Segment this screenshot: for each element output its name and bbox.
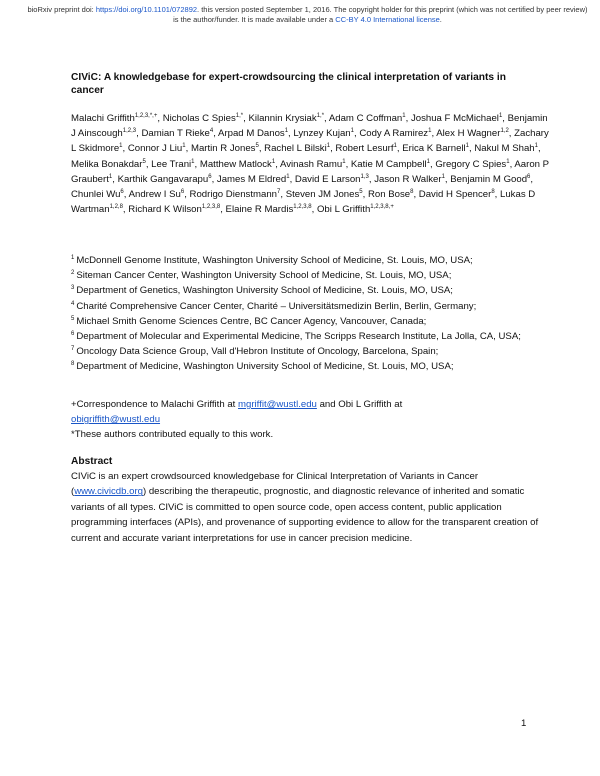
author-name: Elaine R Mardis	[225, 204, 294, 216]
author-name: Alex H Wagner	[436, 128, 501, 140]
author-affiliation-marker: 6	[527, 173, 531, 180]
author-name: Arpad M Danos	[218, 128, 285, 140]
author-name: Melika Bonakdar	[71, 158, 143, 170]
author-name: David H Spencer	[418, 189, 492, 201]
affiliation-text: Department of Molecular and Experimental Medicine, The Scripps Research Institute, La Jolla, CA, USA;	[76, 331, 521, 343]
affiliation-number: 5	[71, 315, 75, 322]
author-name: James M Eldred	[216, 173, 287, 185]
paper-title: CIViC: A knowledgebase for expert-crowdsourcing the clinical interpretation of variants in cancer	[71, 72, 506, 96]
author-affiliation-marker: 7	[277, 189, 281, 196]
author-affiliation-marker: 1,3	[360, 173, 369, 180]
author-affiliation-marker: 6	[120, 189, 124, 196]
author-affiliation-marker: 1	[284, 128, 289, 135]
affiliation-item	[71, 299, 551, 314]
affiliation-item	[71, 253, 551, 268]
equal-contribution-note: *These authors contributed equally to this work.	[71, 429, 274, 441]
license-link[interactable]: CC-BY 4.0 International license	[335, 15, 440, 24]
affiliation-number: 1	[71, 255, 75, 261]
affiliation-item	[71, 329, 551, 344]
affiliation-number: 7	[71, 346, 75, 353]
author-name: Benjamin M Good	[450, 173, 528, 185]
author-name: Steven JM Jones	[285, 189, 360, 201]
author-affiliation-marker: 1,2,3,8,+	[370, 204, 394, 211]
author-affiliation-marker: 1	[498, 113, 503, 119]
author-affiliation-marker: 1,2,3	[122, 128, 137, 135]
author-affiliation-marker: 6	[180, 189, 185, 196]
affiliation-text: Department of Genetics, Washington University School of Medicine, St. Louis, MO, USA;	[76, 285, 453, 297]
affiliation-number: 3	[71, 285, 75, 292]
abstract-text: CIViC is an expert crowdsourced knowledgebase for Clinical Interpretation of Variants in Cancer (www.civicdb.org) describing the therapeutic, prognostic, and diagnostic relevance of inherited and somatic variants of all types. CIViC is committed to open source code, open access content, public application programming interfaces (APIs), and provenance of supporting evidence to allow for the transparent creation of current and accurate variant interpretations for use in cancer precision medicine.	[71, 471, 539, 544]
author-name: Nicholas C Spies	[162, 113, 236, 124]
author-name: Matthew Matlock	[199, 158, 272, 170]
author-name: Cody A Ramirez	[359, 128, 429, 140]
author-name: David E Larson	[294, 173, 361, 185]
author-name: Zachary L Skidmore	[71, 128, 549, 155]
affiliation-text: McDonnell Genome Institute, Washington University School of Medicine, St. Louis, MO, USA;	[76, 255, 473, 266]
affiliation-text: Charité Comprehensive Cancer Center, Charité – Universitätsmedizin Berlin, Berlin, Germany;	[76, 300, 477, 312]
email-link-malachi[interactable]: mgriffit@wustl.edu	[238, 399, 317, 410]
author-affiliation-marker: 1	[342, 158, 346, 165]
author-name: Erica K Barnell	[402, 143, 466, 155]
author-name: Lukas D Wartman	[71, 189, 536, 216]
header-notice: . this version posted September 1, 2016. The copyright holder for this preprint (which was not certified by peer review) is the author/funder. It is made available under a	[173, 5, 588, 24]
author-name: Lee Trani	[151, 158, 192, 170]
affiliation-text: Michael Smith Genome Sciences Centre, BC Cancer Agency, Vancouver, Canada;	[76, 315, 427, 327]
page-number: 1	[521, 718, 527, 729]
author-name: Joshua F McMichael	[410, 113, 499, 124]
author-affiliation-marker: 1	[506, 158, 510, 165]
affiliation-text: Department of Medicine, Washington University School of Medicine, St. Louis, MO, USA;	[76, 361, 454, 373]
author-name: Katie M Campbell	[350, 158, 427, 170]
affiliation-list	[71, 253, 551, 375]
author-name: Adam C Coffman	[328, 113, 403, 124]
author-name: Gregory C Spies	[435, 158, 507, 170]
author-affiliation-marker: 6	[208, 173, 212, 180]
author-affiliation-marker: 1	[428, 128, 432, 135]
preprint-header: bioRxiv preprint doi: https://doi.org/10.1101/072892. this version posted September 1, 2016. The copyright holder for this preprint (which was not certified by peer review) is the author/funder. It is made available under a CC-BY 4.0 International license.	[27, 5, 588, 24]
author-affiliation-marker: 1	[286, 173, 290, 180]
author-affiliation-marker: 1	[182, 143, 186, 150]
author-name: Nakul M Shah	[474, 143, 535, 155]
author-affiliation-marker: 1	[465, 143, 470, 150]
author-affiliation-marker: 1	[393, 143, 397, 150]
author-name: Karthik Gangavarapu	[117, 173, 209, 185]
affiliation-number: 8	[71, 361, 75, 368]
author-name: Kilannin Krysiak	[248, 113, 317, 124]
civicdb-link[interactable]: www.civicdb.org	[74, 486, 143, 498]
author-name: Chunlei Wu	[71, 189, 121, 201]
author-name: Malachi Griffith	[71, 113, 135, 124]
author-name: Benjamin J Ainscough	[71, 113, 548, 140]
affiliation-item	[71, 344, 551, 359]
author-affiliation-marker: 5	[359, 189, 363, 196]
author-affiliation-marker: 1,2,8	[109, 204, 123, 211]
affiliation-item	[71, 283, 551, 298]
affiliation-item	[71, 359, 551, 374]
author-affiliation-marker: 8	[491, 189, 495, 196]
author-affiliation-marker: 1,2,3,*,+	[134, 113, 158, 119]
author-affiliation-marker: 1,*	[235, 113, 244, 119]
author-affiliation-marker: 1	[326, 143, 331, 150]
author-affiliation-marker: 8	[410, 189, 414, 196]
author-name: Rodrigo Dienstmann	[189, 189, 277, 201]
author-affiliation-marker: 1	[191, 158, 195, 165]
author-affiliation-marker: 1	[426, 158, 430, 165]
affiliation-number: 6	[71, 331, 75, 338]
email-link-obi[interactable]: obigriffith@wustl.edu	[71, 414, 161, 426]
affiliation-number: 4	[71, 300, 75, 307]
author-name: Jason R Walker	[374, 173, 442, 185]
author-name: Andrew I Su	[128, 189, 181, 201]
author-affiliation-marker: 5	[142, 158, 146, 165]
abstract-heading: Abstract	[71, 456, 113, 467]
author-affiliation-marker: 1	[108, 173, 113, 180]
author-name: Richard K Wilson	[128, 204, 202, 216]
author-name: Rachel L Bilski	[264, 143, 327, 155]
author-affiliation-marker: 1	[119, 143, 123, 150]
author-name: Aaron P Graubert	[71, 158, 549, 185]
author-affiliation-marker: 1	[402, 113, 406, 119]
author-affiliation-marker: 1	[441, 173, 445, 180]
author-name: Damian T Rieke	[141, 128, 210, 140]
author-name: Lynzey Kujan	[293, 128, 351, 140]
doi-link[interactable]: https://doi.org/10.1101/072892	[95, 5, 198, 14]
author-affiliation-marker: 5	[255, 143, 259, 150]
affiliation-number: 2	[71, 270, 75, 277]
author-affiliation-marker: 1	[271, 158, 276, 165]
affiliation-item	[71, 314, 551, 329]
affiliation-item	[71, 268, 551, 283]
author-affiliation-marker: 1,2,3,8	[201, 204, 221, 211]
correspondence: +Correspondence to Malachi Griffith at mgriffit@wustl.edu and Obi L Griffith at obigriffith@wustl.edu *These authors contributed equally to this work.	[71, 399, 403, 441]
author-name: Connor J Liu	[127, 143, 183, 155]
author-name: Robert Lesurf	[335, 143, 394, 155]
affiliation-text: Siteman Cancer Center, Washington University School of Medicine, St. Louis, MO, USA;	[76, 270, 452, 282]
author-affiliation-marker: 1,2,3,8	[293, 204, 312, 211]
author-list: Malachi Griffith$^{1,2,3,*,+}$, Nicholas C Spies$^{1,*}$, Kilannin Krysiak$^{1,*}$, Adam C Coffman$^1$, Joshua F McMichael$^1$, Benjamin J Ainscough$^{1,2,3}$, Damian T Rieke$^4$, Arpad M Danos$^1$, Lynzey Kujan$^1$, Cody A Ramirez$^1$, Alex H Wagner$^{1,2}$, Zachary L Skidmore$^1$, Connor J Liu$^1$, Martin R Jones$^5$, Rachel L Bilski$^1$, Robert Lesurf$^1$, Erica K Barnell$^1$, Nakul M Shah$^1$, Melika Bonakdar$^5$, Lee Trani$^1$, Matthew Matlock$^1$, Avinash Ramu$^1$, Katie M Campbell$^1$, Gregory C Spies$^1$, Aaron P Graubert$^1$, Karthik Gangavarapu$^6$, James M Eldred$^1$, David E Larson$^{1,3}$, Jason R Walker$^1$, Benjamin M Good$^6$, Chunlei Wu$^6$, Andrew I Su$^6$, Rodrigo Dienstmann$^7$, Steven JM Jones$^5$, Ron Bose$^8$, David H Spencer$^8$, Lukas D Wartman$^{1,2,8}$, Richard K Wilson$^{1,2,3,8}$, Elaine R Mardis$^{1,2,3,8}$, Obi L Griffith$^{1,2,3,8,+}$	[71, 113, 549, 216]
author-name: Avinash Ramu	[280, 158, 343, 170]
author-affiliation-marker: 1,*	[316, 113, 325, 119]
author-name: Obi L Griffith	[316, 204, 371, 216]
author-affiliation-marker: 1	[350, 128, 354, 135]
author-name: Ron Bose	[367, 189, 411, 201]
author-affiliation-marker: 4	[209, 128, 214, 135]
author-affiliation-marker: 1,2	[500, 128, 509, 135]
header-prefix: bioRxiv preprint doi:	[27, 5, 96, 14]
author-name: Martin R Jones	[190, 143, 256, 155]
affiliation-text: Oncology Data Science Group, Vall d'Hebron Institute of Oncology, Barcelona, Spain;	[76, 346, 439, 358]
author-affiliation-marker: 1	[534, 143, 538, 150]
